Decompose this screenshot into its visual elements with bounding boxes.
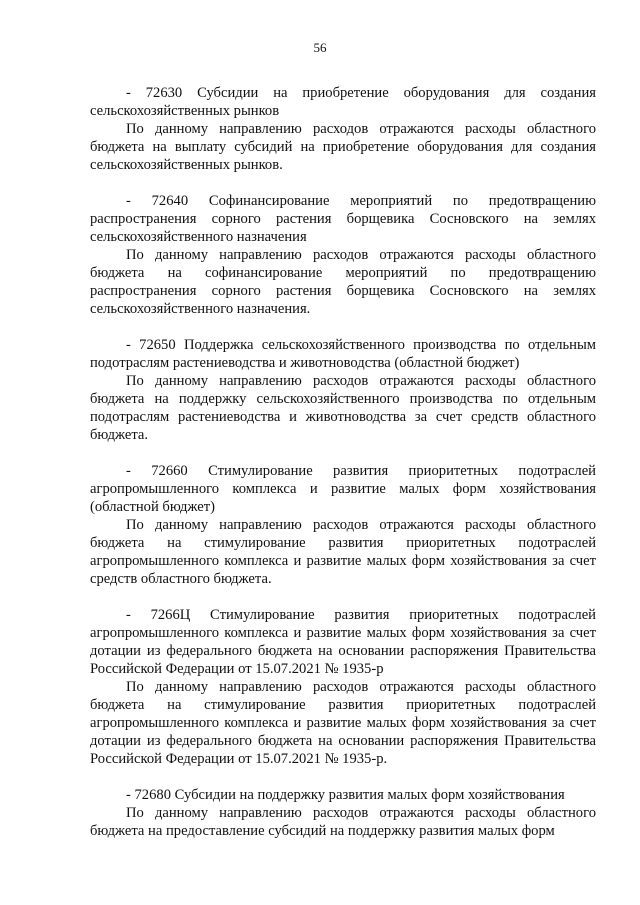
- document-body: [90, 84, 596, 858]
- section-description: По данному направлению расходов отражаются расходы областного бюджета на предоставление субсидий на поддержку развития малых форм: [90, 805, 596, 839]
- section-72650: [90, 336, 596, 444]
- section-heading: - 72640 Софинансирование мероприятий по предотвращению распространения сорного растения борщевика Сосновского на землях сельскохозяйственного назначения: [90, 193, 596, 245]
- section-description: По данному направлению расходов отражаются расходы областного бюджета на софинансирование мероприятий по предотвращению распространения сорного растения борщевика Сосновского на землях сельскохозяйственного назначения.: [90, 247, 596, 317]
- section-7266c: [90, 606, 596, 768]
- section-heading: - 7266Ц Стимулирование развития приоритетных подотраслей агропромышленного комплекса и развитие малых форм хозяйствования за счет дотации из федерального бюджета на основании распоряжения Правительства Российской Федерации от 15.07.2021 № 1935-р: [90, 607, 596, 677]
- section-heading: - 72630 Субсидии на приобретение оборудования для создания сельскохозяйственных рынков: [90, 85, 596, 119]
- section-72640: [90, 192, 596, 318]
- section-description: По данному направлению расходов отражаются расходы областного бюджета на поддержку сельскохозяйственного производства по отдельным подотраслям растениеводства и животноводства за счет средств областного бюджета.: [90, 373, 596, 443]
- section-heading: - 72680 Субсидии на поддержку развития малых форм хозяйствования: [126, 787, 565, 803]
- page-number: 56: [313, 40, 327, 55]
- section-72630: [90, 84, 596, 174]
- section-heading: - 72660 Стимулирование развития приоритетных подотраслей агропромышленного комплекса и развитие малых форм хозяйствования (областной бюджет): [90, 463, 596, 515]
- section-72680: [90, 786, 596, 840]
- section-description: По данному направлению расходов отражаются расходы областного бюджета на стимулирование развития приоритетных подотраслей агропромышленного комплекса и развитие малых форм хозяйствования за счет средств областного бюджета.: [90, 517, 596, 587]
- section-72660: [90, 462, 596, 588]
- section-description: По данному направлению расходов отражаются расходы областного бюджета на выплату субсидий на приобретение оборудования для создания сельскохозяйственных рынков.: [90, 121, 596, 173]
- section-description: По данному направлению расходов отражаются расходы областного бюджета на стимулирование развития приоритетных подотраслей агропромышленного комплекса и развитие малых форм хозяйствования за счет дотации из федерального бюджета на основании распоряжения Правительства Российской Федерации от 15.07.2021 № 1935-р.: [90, 679, 596, 767]
- section-heading: - 72650 Поддержка сельскохозяйственного производства по отдельным подотраслям растениеводства и животноводства (областной бюджет): [90, 337, 596, 371]
